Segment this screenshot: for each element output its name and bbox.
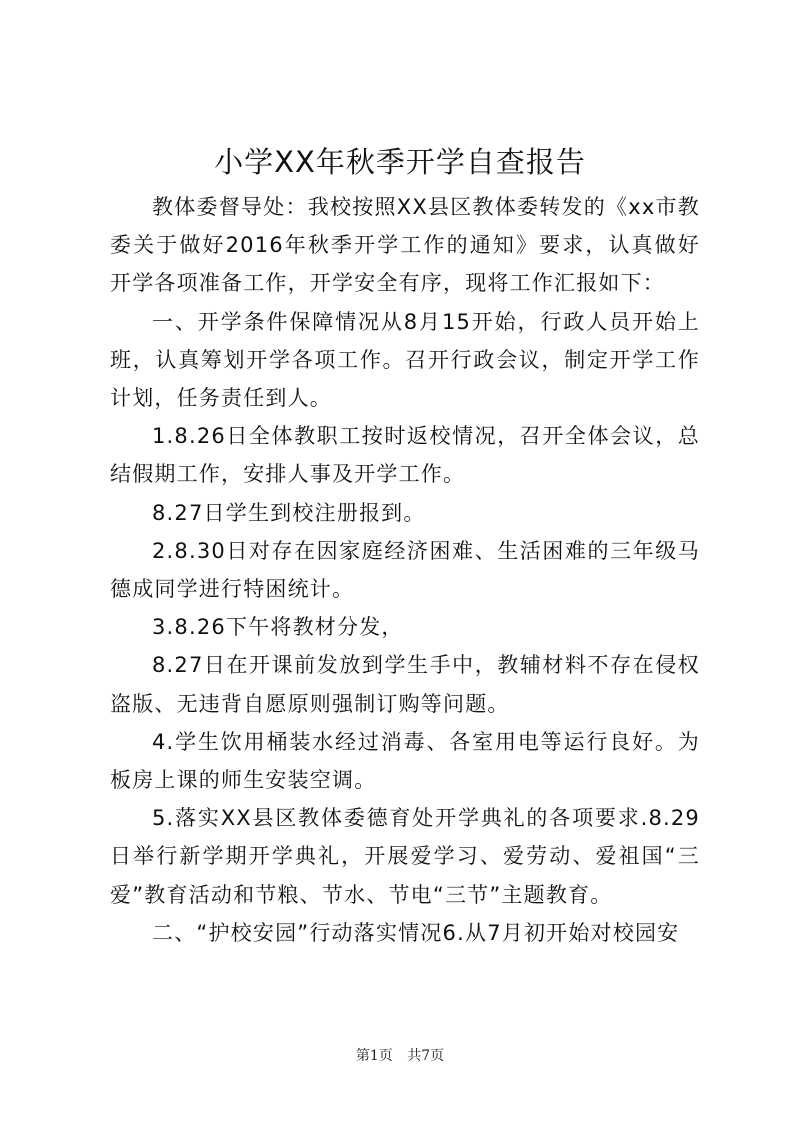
paragraph: 4.学生饮用桶装水经过消毒、各室用电等运行良好。为板房上课的师生安装空调。 [110, 729, 700, 793]
document-title: 小学XX年秋季开学自查报告 [214, 145, 586, 179]
paragraph: 2.8.30日对存在因家庭经济困难、生活困难的三年级马德成同学进行特困统计。 [110, 538, 700, 602]
paragraph: 3.8.26下午将教材分发， [152, 615, 404, 640]
document-body [110, 188, 700, 952]
paragraph: 8.27日在开课前发放到学生手中，教辅材料不存在侵权盗版、无违背自愿原则强制订购等问题。 [110, 653, 700, 716]
paragraph: 5.落实XX县区教体委德育处开学典礼的各项要求.8.29日举行新学期开学典礼，开展爱学习、爱劳动、爱祖国“三爱”教育活动和节粮、节水、节电“三节”主题教育。 [110, 806, 700, 907]
page-number: 第1页 [355, 1048, 393, 1064]
page-total: 共7页 [407, 1048, 445, 1064]
paragraph: 8.27日学生到校注册报到。 [152, 500, 426, 525]
paragraph: 1.8.26日全体教职工按时返校情况，召开全体会议，总结假期工作，安排人事及开学工作。 [110, 424, 700, 487]
paragraph: 教体委督导处：我校按照XX县区教体委转发的《xx市教委关于做好2016年秋季开学工作的通知》要求，认真做好开学各项准备工作，开学安全有序，现将工作汇报如下： [110, 195, 700, 296]
paragraph: 一、开学条件保障情况从8月15开始，行政人员开始上班，认真筹划开学各项工作。召开行政会议，制定开学工作计划，任务责任到人。 [110, 309, 700, 411]
page-footer [0, 1046, 800, 1066]
paragraph: 二、“护校安园”行动落实情况6.从7月初开始对校园安 [152, 920, 680, 945]
